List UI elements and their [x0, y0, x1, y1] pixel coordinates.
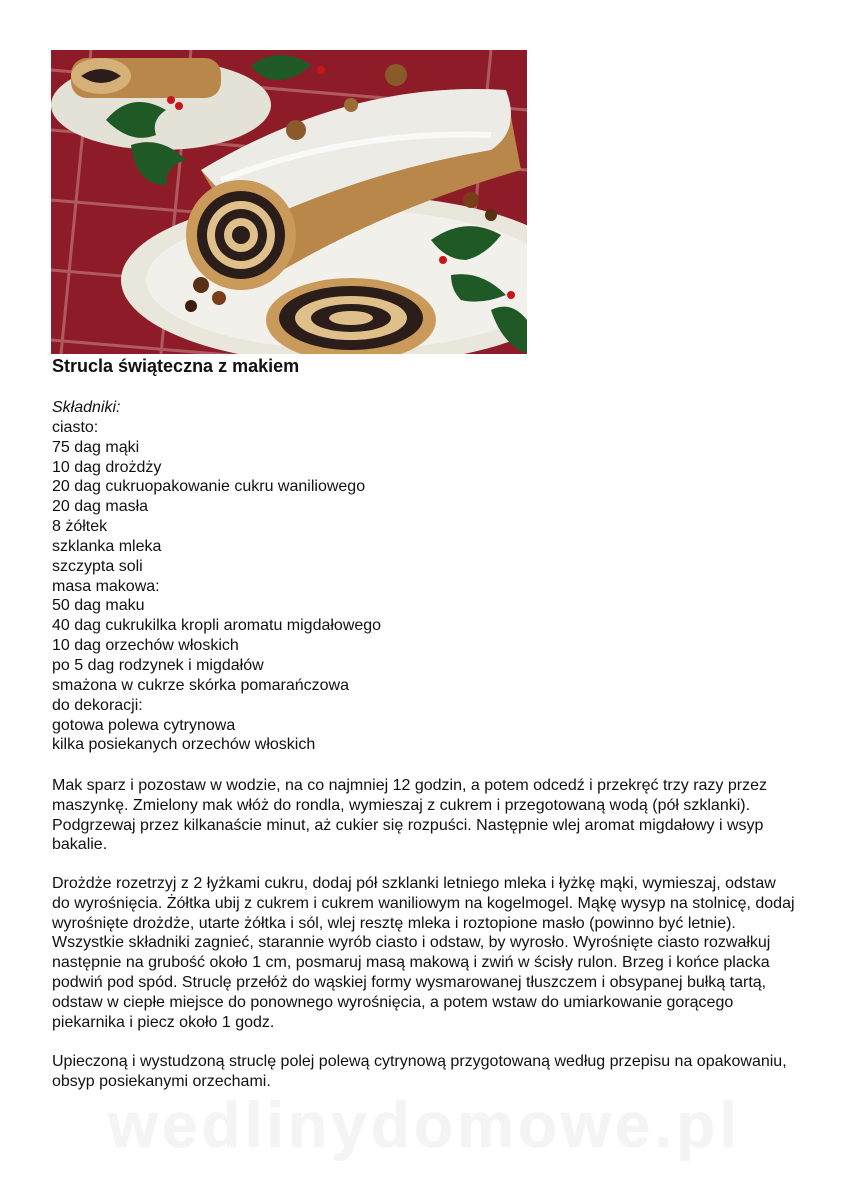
ingredients-list	[52, 398, 381, 755]
instructions-paragraph-3: Upieczoną i wystudzoną struclę polej polewą cytrynową przygotowaną według przepisu na opakowaniu, obsyp posiekanymi orzechami.	[52, 1053, 787, 1090]
recipe-title: Strucla świąteczna z makiem	[52, 356, 300, 376]
ingredient-item: 75 dag mąki	[52, 438, 140, 456]
ingredient-item: 10 dag drożdży	[52, 458, 162, 476]
ingredient-item: szczypta soli	[52, 557, 143, 575]
ingredient-item: masa makowa:	[52, 577, 160, 595]
ingredient-item: 10 dag orzechów włoskich	[52, 637, 239, 655]
ingredient-item: 20 dag masła	[52, 498, 149, 516]
site-watermark: wedlinydomowe.pl	[108, 1089, 741, 1161]
recipe-photo	[51, 50, 527, 354]
ingredient-item: 40 dag cukrukilka kropli aromatu migdałowego	[52, 617, 382, 635]
ingredient-item: ciasto:	[52, 418, 99, 436]
ingredient-item: szklanka mleka	[52, 537, 162, 555]
poppy-seed-roll-illustration	[51, 50, 527, 354]
ingredient-item: 20 dag cukruopakowanie cukru waniliowego	[52, 478, 366, 496]
ingredient-item: 50 dag maku	[52, 597, 145, 615]
ingredient-item: 8 żółtek	[52, 518, 108, 536]
ingredient-item: gotowa polewa cytrynowa	[52, 716, 236, 734]
ingredient-item: do dekoracji:	[52, 696, 143, 714]
ingredient-item: po 5 dag rodzynek i migdałów	[52, 656, 264, 674]
ingredient-item: smażona w cukrze skórka pomarańczowa	[52, 676, 350, 694]
instructions-paragraph-1: Mak sparz i pozostaw w wodzie, na co najmniej 12 godzin, a potem odcedź i przekręć trzy razy przez maszynkę. Zmielony mak włóż do rondla, wymieszaj z cukrem i przegotowaną wodą (pół szklanki). Podgrzewaj przez kilkanaście minut, aż cukier się rozpuści. Następnie wlej aromat migdałowy i wsyp bakalie.	[52, 777, 767, 854]
instructions-paragraph-2: Drożdże rozetrzyj z 2 łyżkami cukru, dodaj pół szklanki letniego mleka i łyżkę mąki, wymieszaj, odstaw do wyrośnięcia. Żółtka ubij z cukrem i cukrem waniliowym na kogelmogel. Mąkę wysyp na stolnicę, dodaj wyrośnięte drożdże, utarte żółtka i sól, wlej resztę mleka i roztopione masło (powinno być letnie). Wszystkie składniki zagnieć, starannie wyrób ciasto i odstaw, by wyrosło. Wyrośnięte ciasto rozwałkuj następnie na grubość około 1 cm, posmaruj masą makową i zwiń w ścisły rulon. Brzeg i końce placka podwiń pod spód. Struclę przełóż do wąskiej formy wysmarowanej tłuszczem i obsypanej bułką tartą, odstaw w ciepłe miejsce do ponownego wyrośnięcia, a potem wstaw do umiarkowanie gorącego piekarnika i piecz około 1 godz.	[52, 875, 795, 1031]
ingredients-heading: Składniki:	[52, 399, 121, 416]
ingredient-item: kilka posiekanych orzechów włoskich	[52, 736, 316, 754]
